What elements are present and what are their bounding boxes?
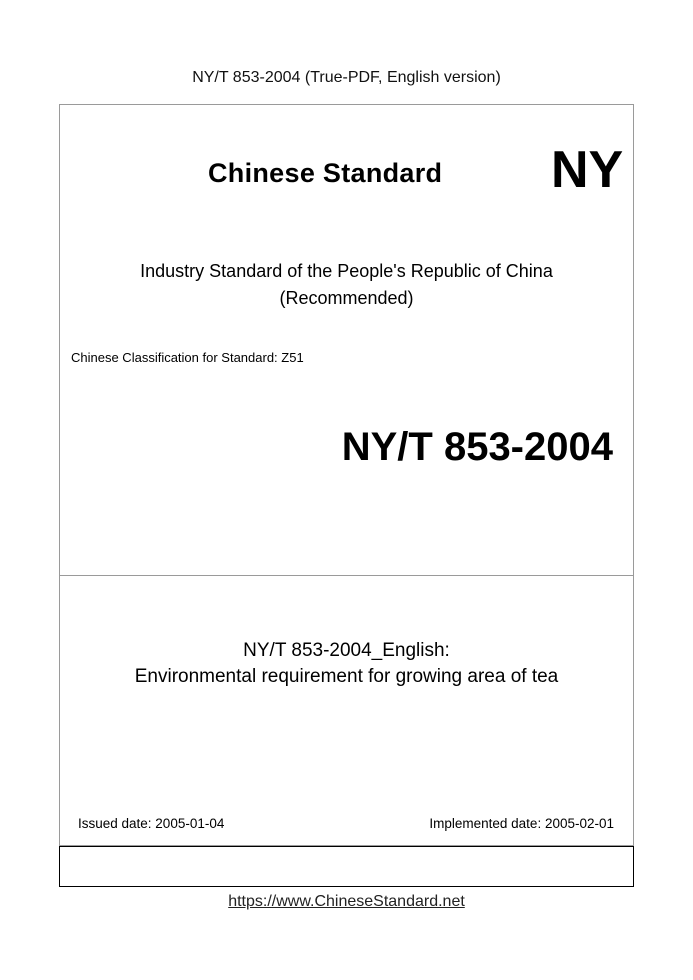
industry-statement bbox=[60, 258, 633, 312]
document-title-line-2: Environmental requirement for growing area of tea bbox=[134, 666, 559, 687]
bottom-empty-box bbox=[59, 846, 634, 887]
implemented-date: Implemented date: 2005-02-01 bbox=[429, 816, 614, 831]
standard-code: NY bbox=[551, 141, 624, 199]
footer bbox=[0, 893, 693, 911]
document-title-line-1: NY/T 853-2004_English: bbox=[243, 640, 450, 661]
classification-text: Chinese Classification for Standard: Z51 bbox=[71, 350, 304, 365]
document-header: NY/T 853-2004 (True-PDF, English version) bbox=[192, 69, 501, 86]
website-link[interactable]: https://www.ChineseStandard.net bbox=[228, 893, 465, 910]
section-divider bbox=[60, 575, 633, 576]
industry-line-2: (Recommended) bbox=[279, 288, 414, 308]
cover-frame bbox=[59, 104, 634, 846]
standard-number: NY/T 853-2004 bbox=[341, 425, 613, 469]
cover-heading: Chinese Standard bbox=[208, 158, 443, 188]
industry-line-1: Industry Standard of the People's Republic of China bbox=[140, 261, 553, 281]
document-title bbox=[60, 638, 633, 690]
issued-date: Issued date: 2005-01-04 bbox=[78, 816, 225, 831]
